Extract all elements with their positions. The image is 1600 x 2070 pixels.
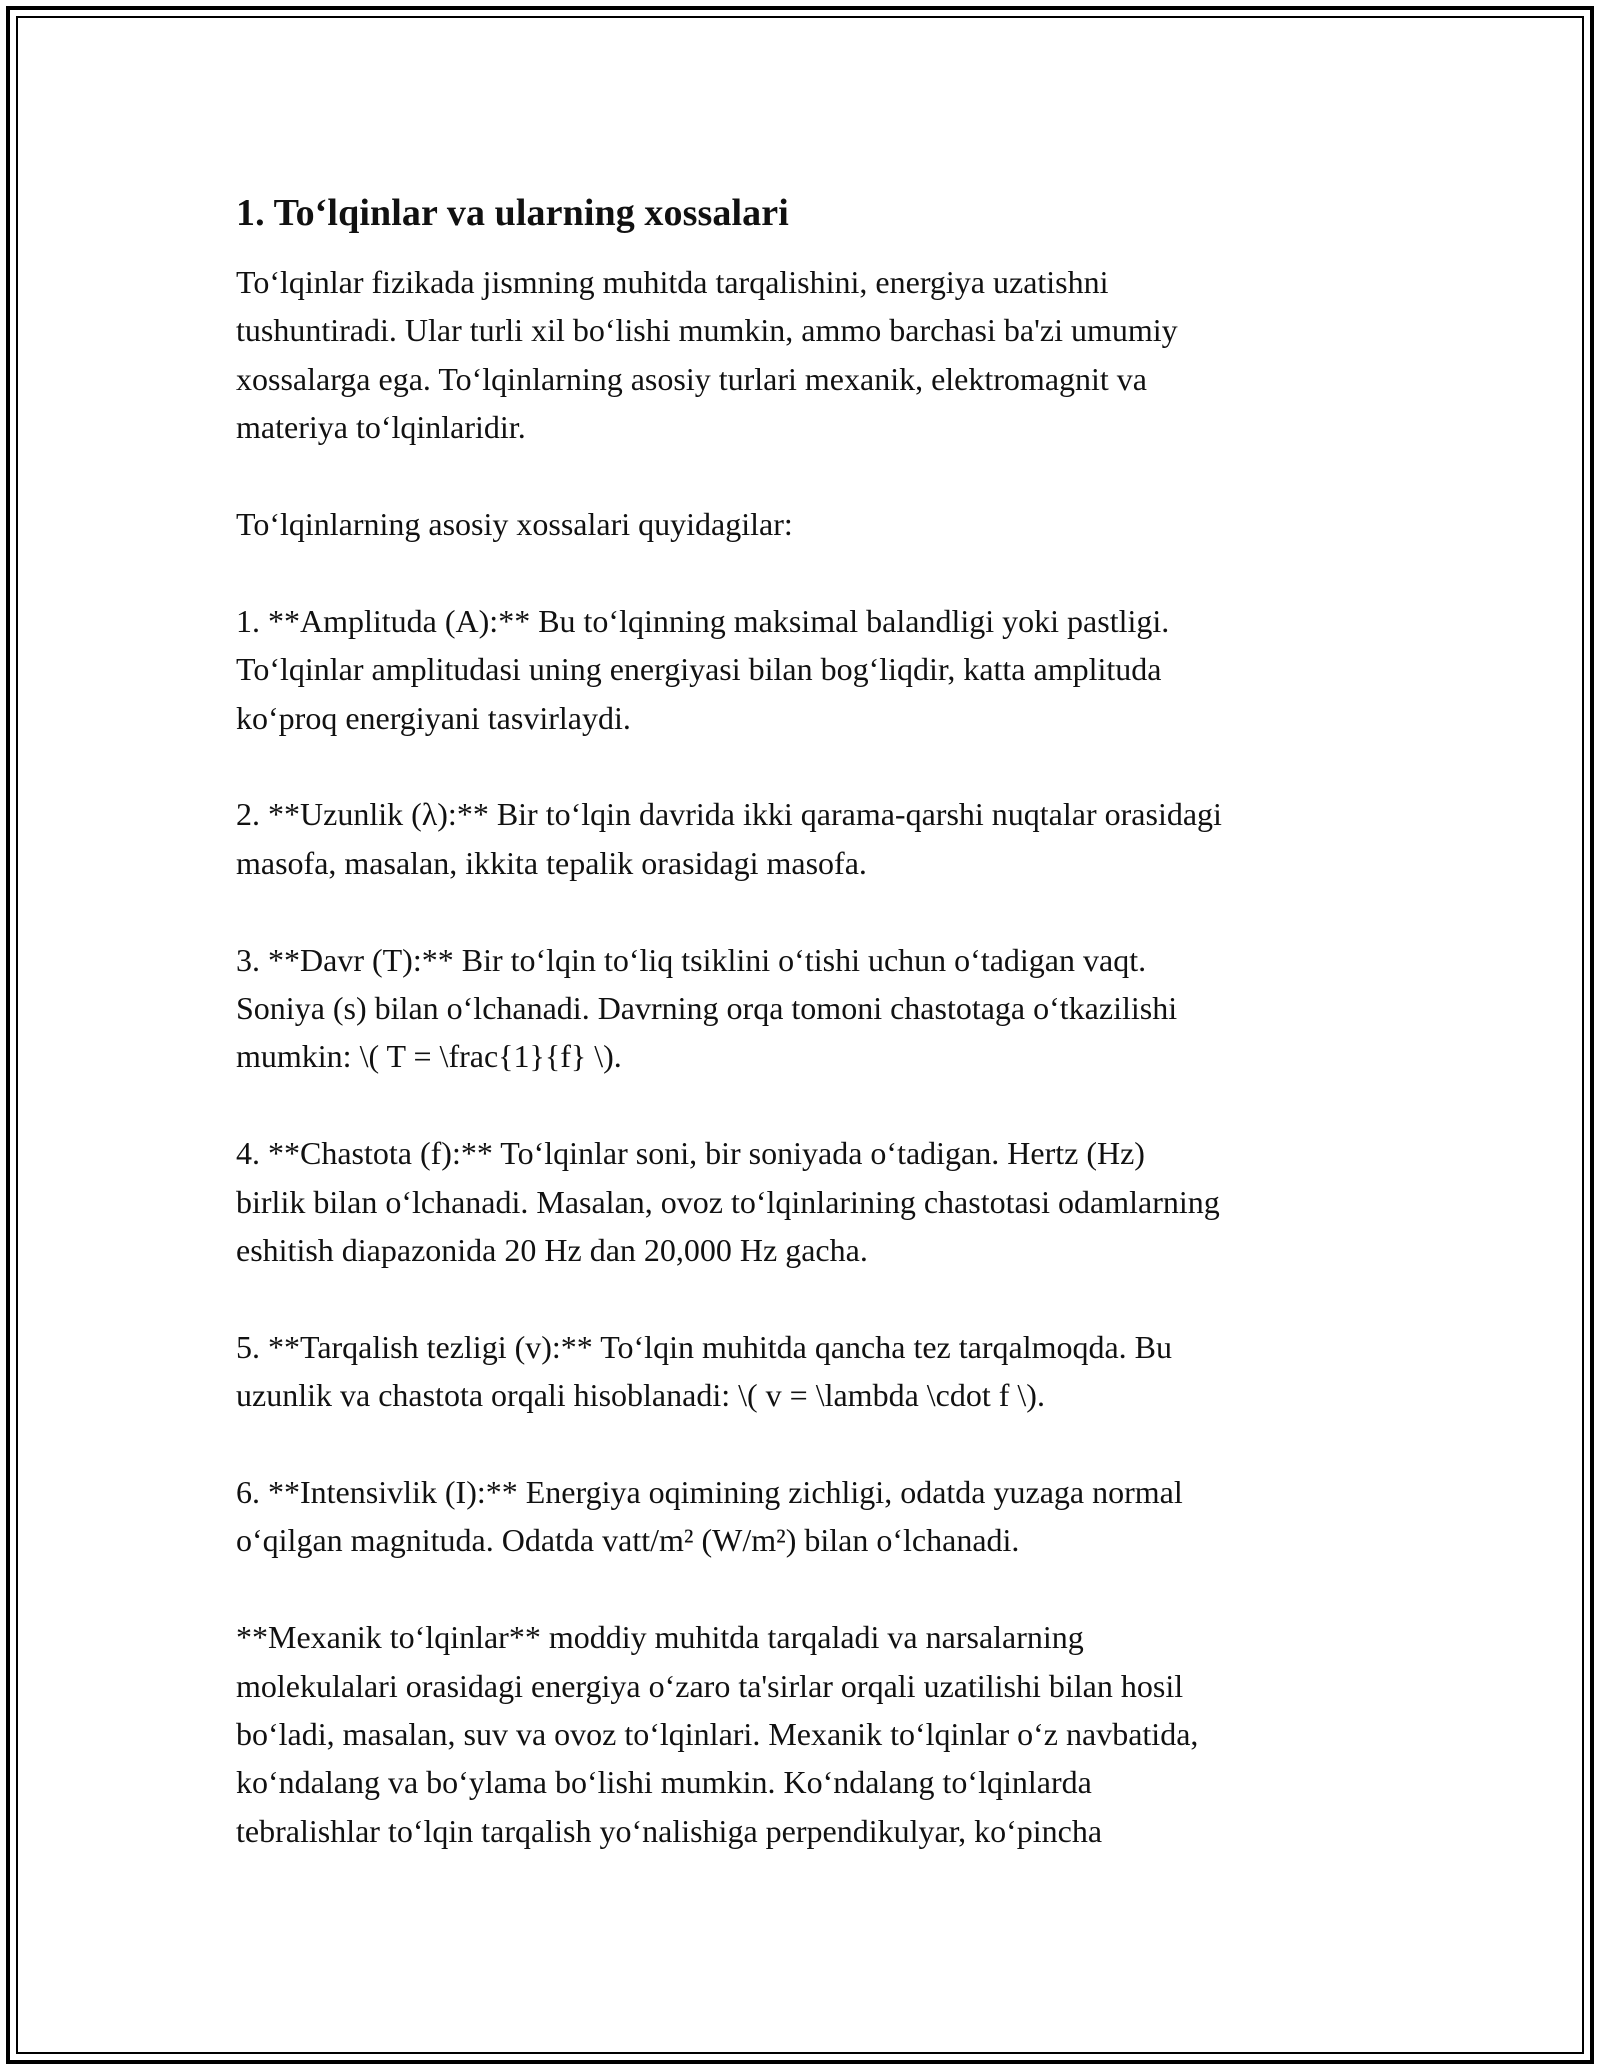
document-body xyxy=(236,188,1386,1904)
section-title: 1. To‘lqinlar va ularning xossalari xyxy=(236,192,789,234)
property-amplitude: 1. **Amplituda (A):** Bu to‘lqinning maksimal balandligi yoki pastligi. To‘lqinlar amplitudasi uning energiyasi bilan bog‘liqdir, katta amplituda ko‘proq energiyani tasvirlaydi. xyxy=(236,602,1170,736)
property-wavelength: 2. **Uzunlik (λ):** Bir to‘lqin davrida ikki qarama-qarshi nuqtalar orasidagi masofa, masalan, ikkita tepalik orasidagi masofa. xyxy=(236,796,1222,881)
properties-lead: To‘lqinlarning asosiy xossalari quyidagilar: xyxy=(236,506,793,543)
property-frequency: 4. **Chastota (f):** To‘lqinlar soni, bir soniyada o‘tadigan. Hertz (Hz) birlik bilan o‘lchanadi. Masalan, ovoz to‘lqinlarining chastotasi odamlarning eshitish diapazonida 20 Hz dan 20,000 Hz gacha. xyxy=(236,1135,1220,1269)
mechanical-waves-paragraph: **Mexanik to‘lqinlar** moddiy muhitda tarqaladi va narsalarning molekulalari orasidagi energiya o‘zaro ta'sirlar orqali uzatilishi bilan hosil bo‘ladi, masalan, suv va ovoz to‘lqinlari. Mexanik to‘lqinlar o‘z navbatida, ko‘ndalang va bo‘ylama bo‘lishi mumkin. Ko‘ndalang to‘lqinlarda tebralishlar to‘lqin tarqalish yo‘nalishiga perpendikulyar, ko‘pincha xyxy=(236,1619,1199,1849)
property-speed: 5. **Tarqalish tezligi (v):** To‘lqin muhitda qancha tez tarqalmoqda. Bu uzunlik va chastota orqali hisoblanadi: \( v = \lambda \cdot f \). xyxy=(236,1328,1173,1414)
property-intensity: 6. **Intensivlik (I):** Energiya oqimining zichligi, odatda yuzaga normal o‘qilgan magnituda. Odatda vatt/m² (W/m²) bilan o‘lchanadi. xyxy=(236,1474,1183,1559)
intro-paragraph: To‘lqinlar fizikada jismning muhitda tarqalishini, energiya uzatishni tushuntiradi. Ular turli xil bo‘lishi mumkin, ammo barchasi ba'zi umumiy xossalarga ega. To‘lqinlarning asosiy turlari mexanik, elektromagnit va materiya to‘lqinlaridir. xyxy=(236,264,1178,446)
property-period: 3. **Davr (T):** Bir to‘lqin to‘liq tsiklini o‘tishi uchun o‘tadigan vaqt. Soniya (s) bilan o‘lchanadi. Davrning orqa tomoni chastotaga o‘tkazilishi mumkin: \( T = \frac{1}{f} \). xyxy=(236,941,1178,1075)
